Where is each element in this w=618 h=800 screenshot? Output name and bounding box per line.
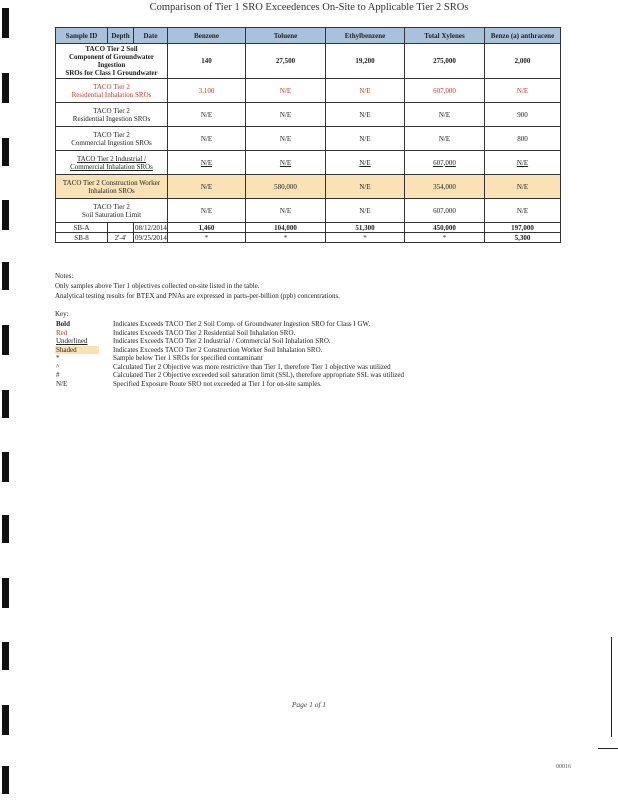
criteria-label-line: Commercial Inhalation SROs [70,162,153,171]
binding-mark [2,325,9,355]
table-cell: 607,000 [405,199,485,223]
sample-depth [108,223,134,233]
binding-mark [2,705,9,735]
criteria-label-line: Soil Saturation Limit [81,210,142,219]
table-cell: N/E [326,103,405,127]
table-cell: N/E [168,127,246,151]
key-symbol: Shaded [55,346,99,355]
criteria-label [56,79,168,103]
criteria-label-line: TACO Tier 2 [93,106,130,115]
binding-mark [2,642,9,670]
table-cell: 2,000 [485,44,561,79]
criteria-label [56,44,168,79]
sample-row [56,223,561,233]
table-cell: * [168,233,246,243]
key-text: Calculated Tier 2 Objective exceeded soil saturation limit (SSL), therefore appropriate SSL was utilized [113,371,404,379]
key-symbol: # [56,371,60,379]
binding-mark [2,452,9,482]
notes-heading: Notes: [55,272,74,280]
table-cell: N/E [168,151,246,175]
binding-mark [2,200,9,230]
notes-section [55,271,340,301]
col-header: Date [134,28,168,44]
criteria-label-line: TACO Tier 2 [93,130,130,139]
col-header: Toluene [246,28,326,44]
table-cell: 354,000 [405,175,485,199]
table-cell: 900 [485,103,561,127]
key-item [55,354,404,363]
table-cell: 1,460 [168,223,246,233]
table-cell: 51,300 [326,223,405,233]
key-symbol: Red [56,328,68,337]
table-cell: 19,200 [326,44,405,79]
criteria-label-line: Residential Inhalation SROs [71,90,152,99]
criteria-label-line: TACO Tier 2 [93,82,130,91]
table-cell: N/E [168,199,246,223]
sample-id: SB-8 [56,233,108,243]
table-cell: N/E [246,103,326,127]
key-text: Specified Exposure Route SRO not exceeded at Tier 1 for on-site samples. [113,379,322,388]
col-header: Total Xylenes [405,28,485,44]
col-header: Sample ID [56,28,108,44]
table-cell: N/E [168,175,246,199]
margin-rule [598,748,618,749]
key-symbol: N/E [56,379,68,388]
key-item [55,320,404,329]
table-cell: 607,000 [405,79,485,103]
table-cell: 450,000 [405,223,485,233]
table-cell: N/E [485,151,561,175]
criteria-label [56,151,168,175]
criteria-row [56,103,561,127]
table-cell: N/E [485,79,561,103]
notes-line: Analytical testing results for BTEX and PNAs are expressed in parts-per-billion (ppb) concentrations. [55,292,341,300]
binding-mark [2,138,9,166]
table-cell: N/E [405,103,485,127]
binding-mark [2,766,9,794]
binding-mark [2,578,9,608]
criteria-label-line: TACO Tier 2 Construction Worker [62,178,161,187]
col-header: Benzene [168,28,246,44]
notes-line: Only samples above Tier 1 objectives collected on-site listed in the table. [55,282,260,290]
page-footer: Page 1 of 1 [291,700,327,709]
criteria-row [56,79,561,103]
criteria-label-line: SROs for Class I Groundwater [65,69,158,77]
col-header: Benzo (a) anthracene [485,28,561,44]
key-symbol: Underlined [56,337,88,345]
table-cell: N/E [485,199,561,223]
table-cell: * [405,233,485,243]
sample-date: 08/12/2014 [135,223,167,232]
criteria-label-line: TACO Tier 2 Soil [85,45,138,53]
criteria-label [56,175,168,199]
criteria-label-line: TACO Tier 2 Industrial / [76,154,147,163]
criteria-label-line: Inhalation SROs [88,186,135,195]
binding-mark [2,262,9,290]
key-item [55,346,404,355]
table-cell: N/E [326,127,405,151]
key-item [55,329,404,338]
criteria-label [56,127,168,151]
key-item [55,337,404,346]
criteria-row [56,151,561,175]
table-cell: 27,500 [246,44,326,79]
table-cell: 800 [485,127,561,151]
header-row [56,28,561,44]
key-heading: Key: [55,310,69,318]
key-symbol: ^ [56,362,60,371]
key-symbol: Bold [56,320,71,328]
binding-mark [2,73,9,103]
key-text: Sample below Tier 1 SROs for specified contaminant [113,354,263,362]
table-cell: N/E [326,79,405,103]
sample-depth: 2'-4' [108,233,134,243]
table-cell: 607,000 [405,151,485,175]
criteria-label [56,103,168,127]
page-title: Comparison of Tier 1 SRO Exceedences On-Site to Applicable Tier 2 SROs [149,2,469,13]
page-id: 00016 [556,764,571,770]
table-cell: 104,000 [246,223,326,233]
table-cell: N/E [246,199,326,223]
table-cell: 275,000 [405,44,485,79]
key-item [55,363,404,372]
table-cell: 5,300 [485,233,561,243]
table-cell: N/E [246,127,326,151]
table-cell: N/E [246,79,326,103]
key-item [55,380,404,389]
key-text: Calculated Tier 2 Objective was more restrictive than Tier 1, therefore Tier 1 objective was utilized [113,362,391,371]
criteria-label-line: Commercial Ingestion SROs [71,138,152,147]
col-header: Ethylbenzene [326,28,405,44]
binding-mark [2,515,9,543]
table-cell: 140 [168,44,246,79]
table-cell: N/E [485,175,561,199]
table-cell: N/E [326,199,405,223]
sample-row [56,233,561,243]
table-cell: * [326,233,405,243]
table-cell: N/E [326,151,405,175]
binding-mark [2,390,9,418]
criteria-row [56,44,561,79]
table-cell: N/E [246,151,326,175]
criteria-label-line: TACO Tier 2 [93,202,130,211]
key-symbol: * [56,354,60,362]
key-section [55,309,404,388]
table-cell: N/E [405,127,485,151]
criteria-label-line: Component of Groundwater Ingestion [68,53,155,69]
criteria-row [56,175,561,199]
criteria-row [56,199,561,223]
table-cell: 197,000 [485,223,561,233]
key-text: Indicates Exceeds TACO Tier 2 Residential Soil Inhalation SRO. [113,328,296,337]
comparison-table [55,27,561,243]
criteria-row [56,127,561,151]
criteria-label [56,199,168,223]
table-cell: * [246,233,326,243]
key-text: Indicates Exceeds TACO Tier 2 Construction Worker Soil Inhalation SRO. [113,345,323,354]
col-header: Depth [108,28,134,44]
table-cell: 3,100 [168,79,246,103]
table-cell: 580,000 [246,175,326,199]
key-item [55,371,404,380]
sample-date: 09/25/2014 [135,233,167,242]
key-text: Indicates Exceeds TACO Tier 2 Industrial / Commercial Soil Inhalation SRO. [113,337,331,345]
sample-id: SB-A [56,223,108,233]
table-cell: N/E [326,175,405,199]
key-text: Indicates Exceeds TACO Tier 2 Soil Comp. of Groundwater Ingestion SRO for Class I GW. [113,320,371,328]
table-cell: N/E [168,103,246,127]
criteria-label-line: Residential Ingestion SROs [72,114,151,123]
margin-rule [611,637,612,737]
